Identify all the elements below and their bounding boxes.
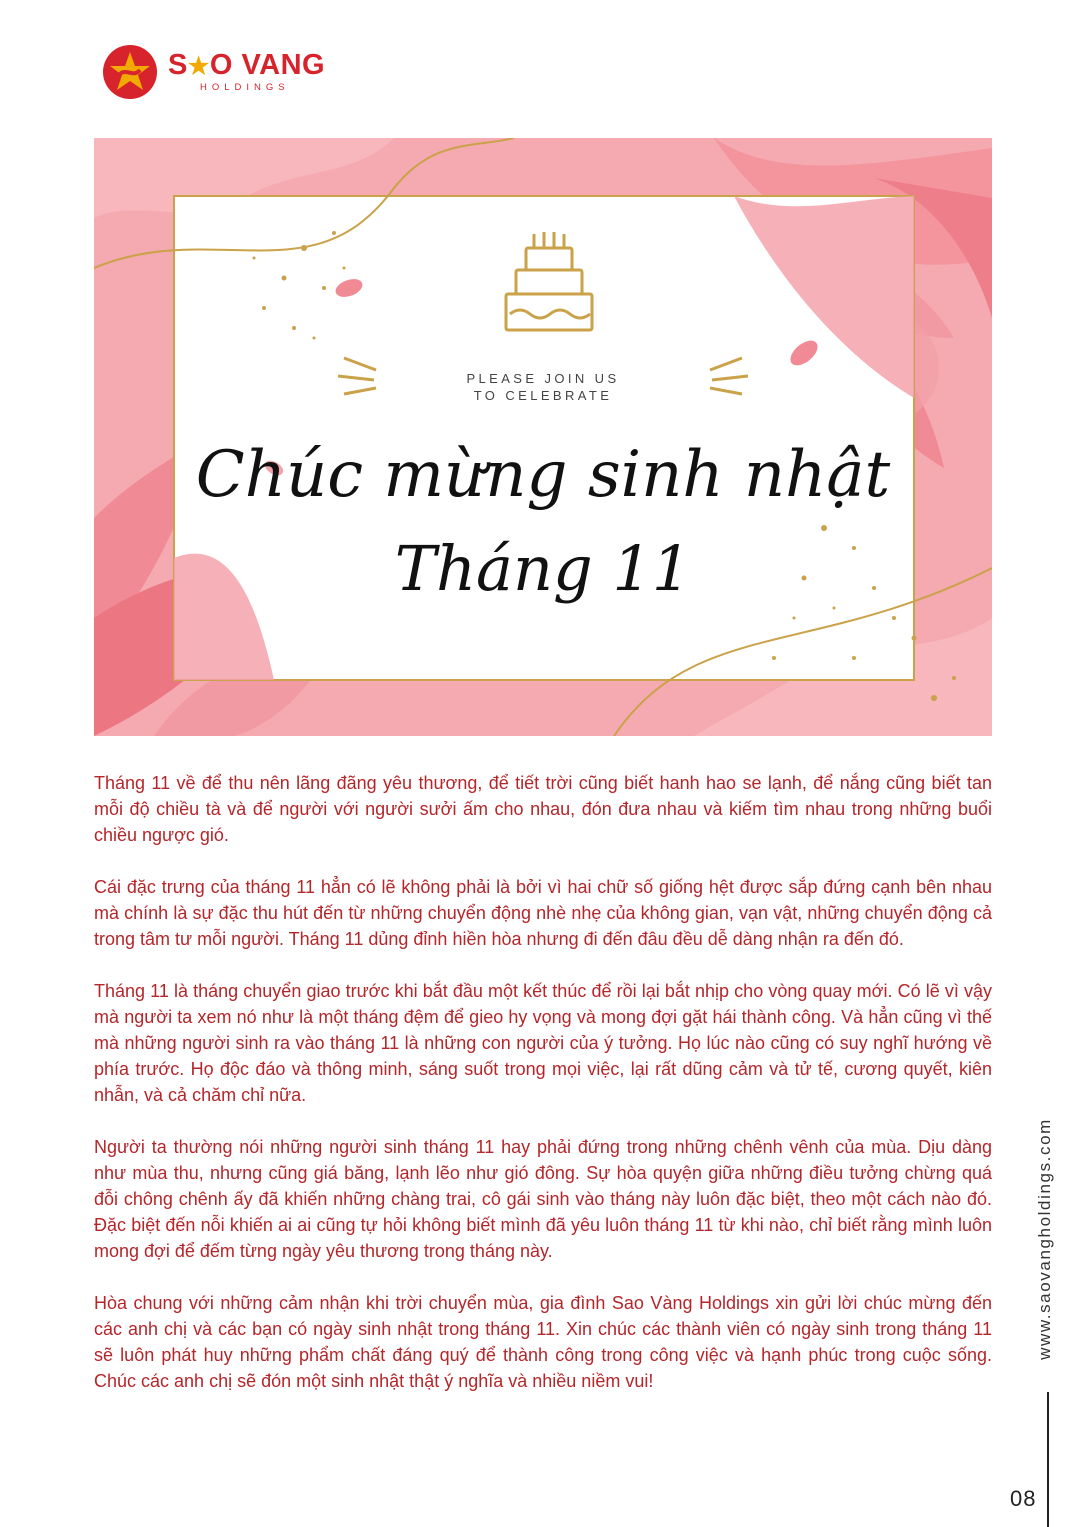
brand-name: S★O VANG	[168, 49, 326, 81]
company-logo	[102, 44, 342, 104]
page-number: 08	[1010, 1486, 1037, 1511]
article-body	[94, 770, 992, 1420]
paragraph-2: Cái đặc trưng của tháng 11 hẳn có lẽ không phải là bởi vì hai chữ số giống hệt được sắp đứng cạnh bên nhau mà chính là sự đặc thu hút đến từ những chuyển động nhè nhẹ của không gian, vạn vật, những chuyển động cả trong tâm tư mỗi người. Tháng 11 dủng đỉnh hiền hòa nhưng đi đến đâu đều dễ dàng nhận ra đến đó.	[94, 877, 992, 949]
invite-line-1: PLEASE JOIN US	[466, 371, 620, 386]
website-url: www.saovangholdings.com	[1035, 1118, 1054, 1360]
invite-text	[94, 370, 992, 404]
script-title-line-1: Chúc mừng sinh nhật	[195, 438, 891, 512]
invite-line-2: TO CELEBRATE	[473, 388, 613, 403]
paragraph-4: Người ta thường nói những người sinh tháng 11 hay phải đứng trong những chênh vênh của mùa. Dịu dàng như mùa thu, nhưng cũng giá băng, lạnh lẽo như gió đông. Sự hòa quyện giữa những điều tưởng chừng quá đỗi chông chênh ấy đã khiến những chàng trai, cô gái sinh vào tháng này luôn đặc biệt, theo một cách nào đó. Đặc biệt đến nỗi khiến ai ai cũng tự hỏi không biết mình đã yêu luôn tháng 11 từ khi nào, chỉ biết rằng mình luôn mong đợi để đếm từng ngày yêu thương trong tháng này.	[94, 1137, 992, 1261]
paragraph-5: Hòa chung với những cảm nhận khi trời chuyển mùa, gia đình Sao Vàng Holdings xin gửi lời chúc mừng đến các anh chị và các bạn có ngày sinh nhật trong tháng 11. Xin chúc các thành viên có ngày sinh trong tháng 11 sẽ luôn phát huy những phẩm chất đáng quý để thành công trong công việc và hạnh phúc trong cuộc sống. Chúc các anh chị sẽ đón một sinh nhật thật ý nghĩa và nhiều niềm vui!	[94, 1293, 992, 1391]
side-divider	[1047, 1392, 1049, 1527]
paragraph-1: Tháng 11 về để thu nên lãng đãng yêu thương, để tiết trời cũng biết hanh hao se lạnh, để nắng cũng biết tan mỗi độ chiều tà và để người với người sưởi ấm cho nhau, đón đưa nhau và kiếm tìm nhau trong những buổi chiều ngược gió.	[94, 773, 992, 845]
script-title-line-2: Tháng 11	[394, 532, 692, 605]
birthday-banner	[94, 138, 992, 736]
paragraph-3: Tháng 11 là tháng chuyển giao trước khi bắt đầu một kết thúc để rồi lại bắt nhịp cho vòng quay mới. Có lẽ vì vậy mà người ta xem nó như là một tháng đệm để gieo hy vọng và mong đợi gặt hái thành công. Và hẳn cũng vì thế mà những người sinh ra vào tháng 11 là những con người của ý tưởng. Họ lúc nào cũng có suy nghĩ hướng về phía trước. Họ độc đáo và thông minh, sáng suốt trong mọi việc, lại rất dũng cảm và tử tế, cương quyết, kiên nhẫn, và cả chăm chỉ nữa.	[94, 981, 992, 1105]
star-logo-icon	[102, 44, 158, 100]
brand-subtitle: HOLDINGS	[200, 82, 290, 93]
